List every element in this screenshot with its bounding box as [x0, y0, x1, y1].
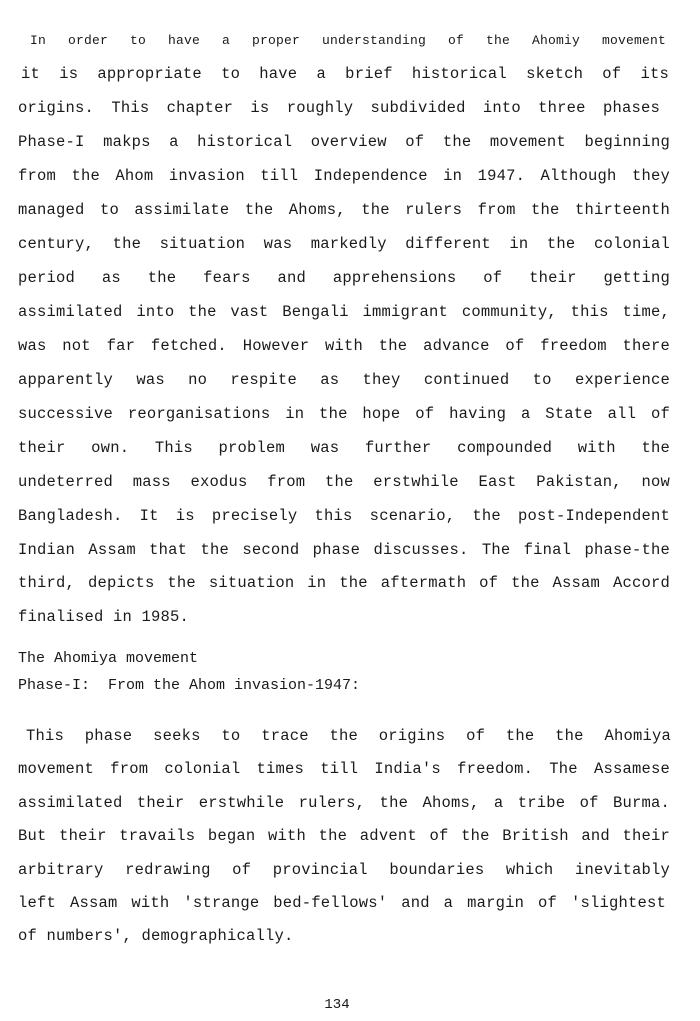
section-title: The Ahomiya movement: [18, 650, 199, 667]
paragraph-1-line-5: from the Ahom invasion till Independence in 1947. Although they: [18, 167, 670, 185]
paragraph-1-line-2: it is appropriate to have a brief historical sketch of its: [21, 65, 669, 83]
paragraph-2-line-6: left Assam with 'strange bed-fellows' and a margin of 'slightest: [18, 894, 666, 912]
paragraph-1-line-1: In order to have a proper understanding of the Ahomiy movement: [30, 33, 666, 48]
paragraph-2-line-2: movement from colonial times till India's freedom. The Assamese: [18, 760, 670, 778]
paragraph-1-line-11: apparently was no respite as they continued to experience: [18, 371, 670, 389]
paragraph-1-line-15: Bangladesh. It is precisely this scenario, the post-Independent: [18, 507, 670, 525]
paragraph-2-line-1: This phase seeks to trace the origins of the the Ahomiya: [26, 727, 671, 745]
page-number: 134: [324, 997, 350, 1013]
paragraph-1-line-18: finalised in 1985.: [18, 608, 190, 626]
paragraph-1-line-10: was not far fetched. However with the advance of freedom there: [18, 337, 670, 355]
paragraph-1-line-13: their own. This problem was further compounded with the: [18, 439, 670, 457]
paragraph-1-line-14: undeterred mass exodus from the erstwhile East Pakistan, now: [18, 473, 670, 491]
paragraph-1-line-9: assimilated into the vast Bengali immigrant community, this time,: [18, 303, 670, 321]
subsection-title: Phase-I: From the Ahom invasion-1947:: [18, 677, 361, 694]
paragraph-1-line-7: century, the situation was markedly different in the colonial: [18, 235, 670, 253]
paragraph-1-line-6: managed to assimilate the Ahoms, the rulers from the thirteenth: [18, 201, 670, 219]
paragraph-2-line-7: of numbers', demographically.: [18, 927, 294, 945]
paragraph-2-line-5: arbitrary redrawing of provincial boundaries which inevitably: [18, 861, 670, 879]
paragraph-1-line-12: successive reorganisations in the hope of having a State all of: [18, 405, 670, 423]
paragraph-1-line-3: origins. This chapter is roughly subdivided into three phases: [18, 99, 660, 117]
paragraph-1-line-8: period as the fears and apprehensions of their getting: [18, 269, 670, 287]
paragraph-2-line-4: But their travails began with the advent of the British and their: [18, 827, 670, 845]
paragraph-1-line-16: Indian Assam that the second phase discusses. The final phase-the: [18, 541, 670, 559]
paragraph-1-line-17: third, depicts the situation in the aftermath of the Assam Accord: [18, 574, 670, 592]
paragraph-2-line-3: assimilated their erstwhile rulers, the Ahoms, a tribe of Burma.: [18, 794, 670, 812]
paragraph-1-line-4: Phase-I makps a historical overview of the movement beginning: [18, 133, 670, 151]
